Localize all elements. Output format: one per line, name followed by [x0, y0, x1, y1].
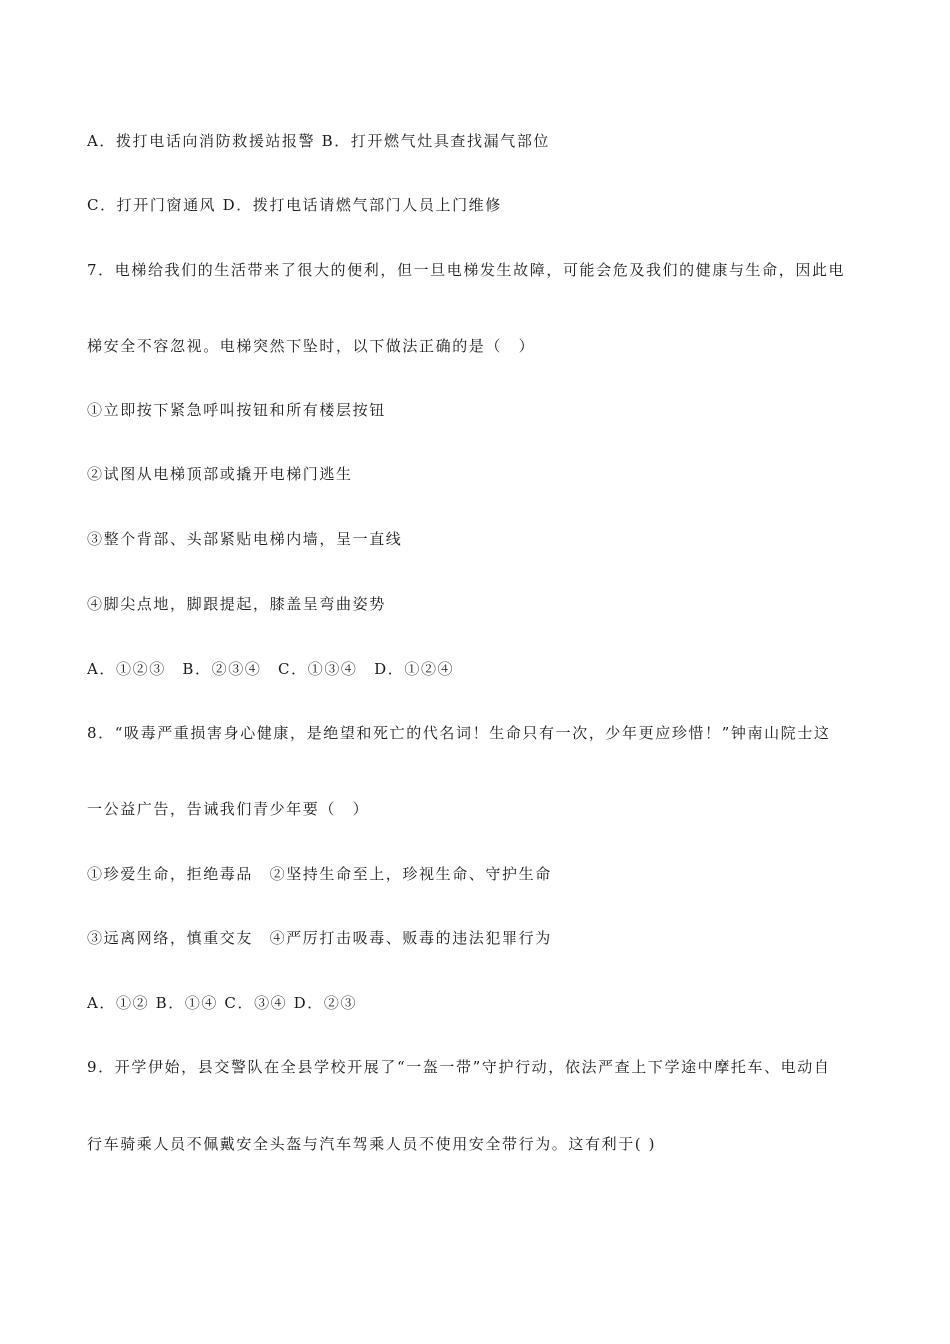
q8-statements-1-2: ①珍爱生命，拒绝毒品 ②坚持生命至上，珍视生命、守护生命 — [87, 865, 552, 883]
q7-stem-line-1: 7．电梯给我们的生活带来了很大的便利，但一旦电梯发生故障，可能会危及我们的健康与生命，因此电 — [87, 261, 846, 279]
q9-stem-line-2: 行车骑乘人员不佩戴安全头盔与汽车驾乘人员不使用安全带行为。这有利于( ) — [87, 1135, 657, 1153]
q7-statement-3: ③整个背部、头部紧贴电梯内墙，呈一直线 — [87, 530, 403, 548]
q7-stem-line-2: 梯安全不容忽视。电梯突然下坠时，以下做法正确的是（ ） — [87, 337, 536, 355]
q7-statement-2: ②试图从电梯顶部或撬开电梯门逃生 — [87, 465, 353, 483]
q7-statement-4: ④脚尖点地，脚跟提起，膝盖呈弯曲姿势 — [87, 595, 386, 613]
q8-stem-line-2: 一公益广告，告诫我们青少年要（ ） — [87, 800, 370, 818]
q6-options-cd: C．打开门窗通风 D．拨打电话请燃气部门人员上门维修 — [87, 196, 502, 214]
q9-stem-line-1: 9．开学伊始，县交警队在全县学校开展了“一盔一带”守护行动，依法严查上下学途中摩托车、电动自 — [87, 1058, 831, 1076]
q6-options-ab: A．拨打电话向消防救援站报警 B．打开燃气灶具查找漏气部位 — [87, 132, 551, 150]
q7-statement-1: ①立即按下紧急呼叫按钮和所有楼层按钮 — [87, 401, 386, 419]
q8-options: A．①② B．①④ C．③④ D．②③ — [87, 994, 358, 1012]
q8-statements-3-4: ③远离网络，慎重交友 ④严厉打击吸毒、贩毒的违法犯罪行为 — [87, 929, 552, 947]
q8-stem-line-1: 8．“吸毒严重损害身心健康，是绝望和死亡的代名词！生命只有一次，少年更应珍惜！”钟南山院士这 — [87, 724, 831, 742]
q7-options: A．①②③ B．②③④ C．①③④ D．①②④ — [87, 660, 455, 678]
